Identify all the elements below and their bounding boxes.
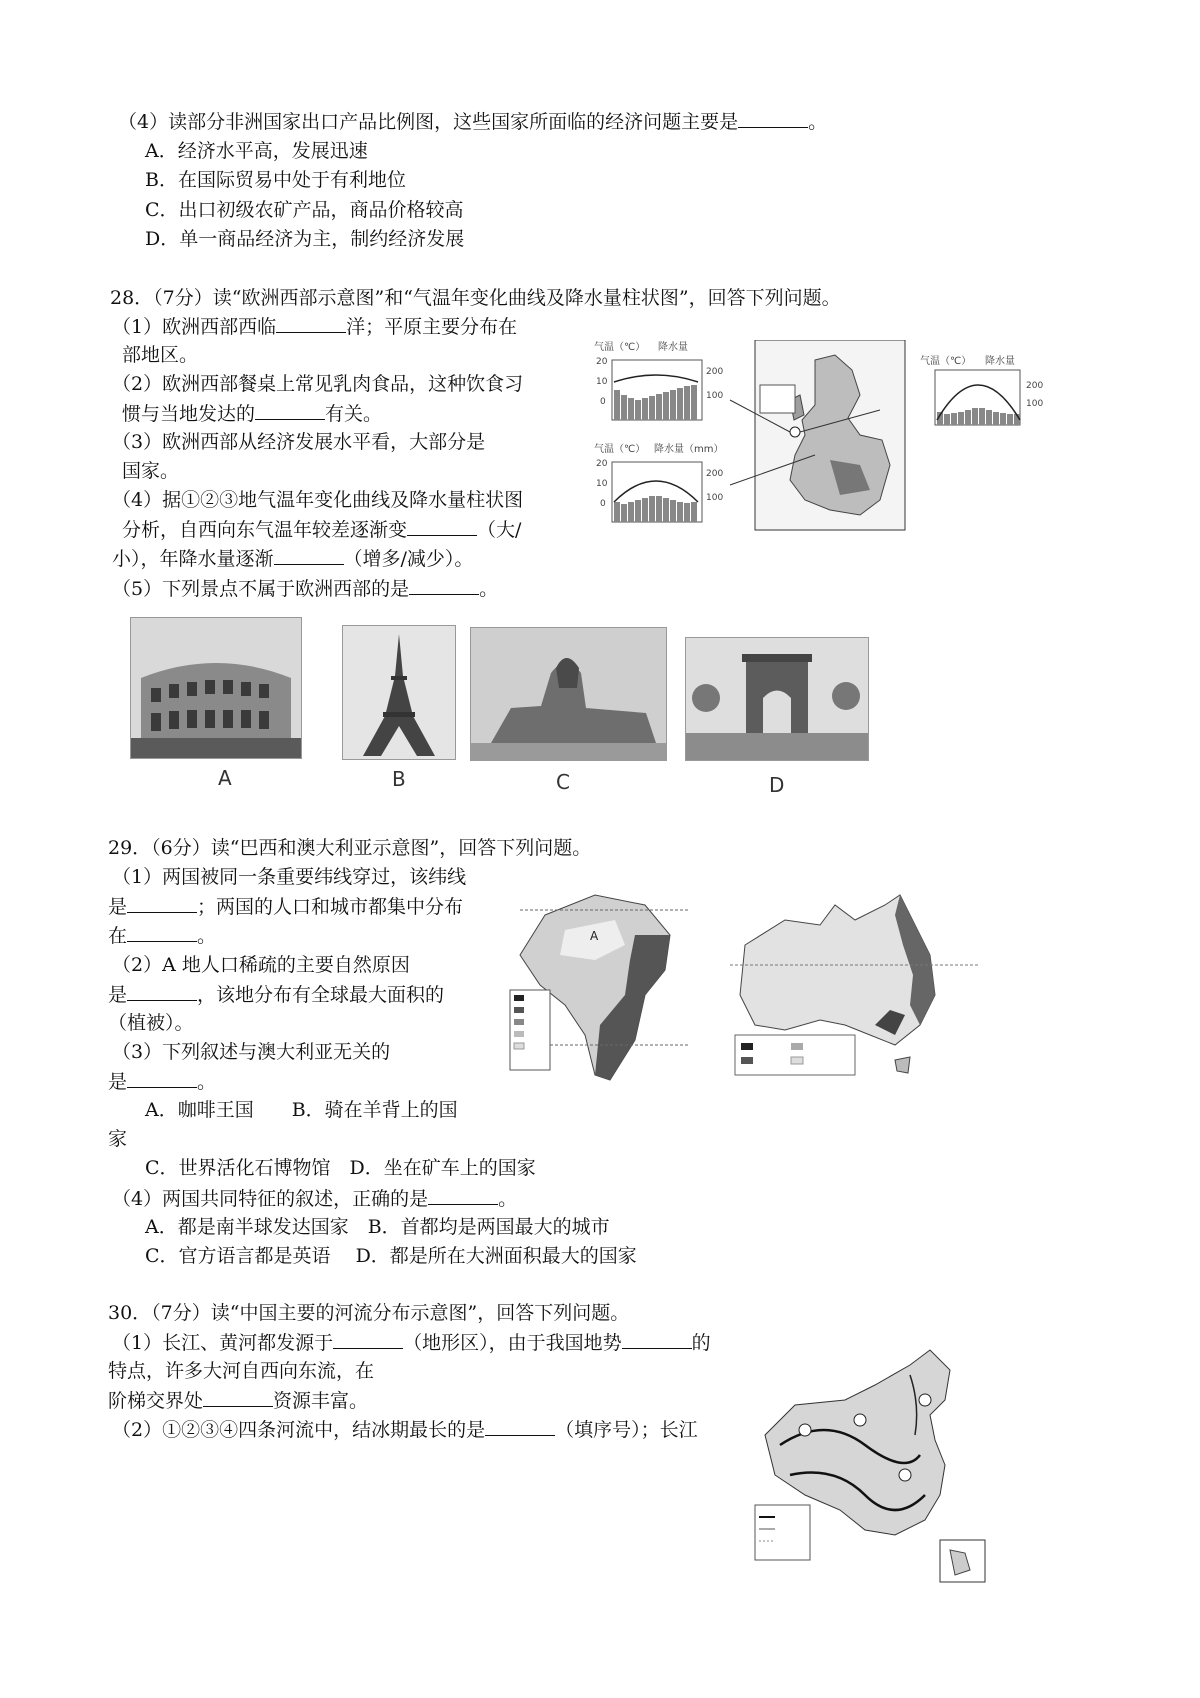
q28-part4-cont2: 小），年降水量逐渐 （增多/减少）。 bbox=[112, 548, 474, 570]
china-river-map bbox=[745, 1345, 990, 1585]
q29-part3-cont: 是 。 bbox=[108, 1071, 217, 1093]
q27-option-a: A．经济水平高，发展迅速 bbox=[145, 140, 368, 162]
q29-part2-cont2: （植被）。 bbox=[108, 1012, 194, 1034]
q28-part3: （3）欧洲西部从经济发展水平看，大部分是 bbox=[112, 431, 486, 453]
q29-part4-options-cd: C．官方语言都是英语 D．都是所在大洲面积最大的国家 bbox=[145, 1245, 637, 1267]
q28-part1-cont: 部地区。 bbox=[122, 344, 199, 366]
answer-blank[interactable] bbox=[409, 576, 479, 595]
q29-part3-options-ab-cont: 家 bbox=[108, 1128, 128, 1150]
photo-label-b: B bbox=[392, 767, 406, 791]
answer-blank[interactable] bbox=[738, 109, 808, 128]
svg-text:200: 200 bbox=[1026, 381, 1044, 391]
svg-text:100: 100 bbox=[1026, 399, 1044, 409]
svg-text:0: 0 bbox=[600, 397, 606, 407]
answer-blank[interactable] bbox=[255, 401, 325, 420]
svg-text:100: 100 bbox=[706, 493, 724, 503]
answer-blank[interactable] bbox=[276, 314, 346, 333]
svg-text:20: 20 bbox=[596, 459, 608, 469]
climate-chart-1 bbox=[594, 340, 723, 420]
q28-part2: （2）欧洲西部餐桌上常见乳肉食品，这种饮食习 bbox=[112, 373, 524, 395]
temp-axis-label: 气温（℃） bbox=[920, 356, 972, 367]
precip-axis-label: 降水量 bbox=[658, 342, 688, 353]
q30-part2: （2）①②③④四条河流中，结冰期最长的是 （填序号）；长江 bbox=[112, 1419, 698, 1441]
q29-part3-options-cd: C．世界活化石博物馆 D．坐在矿车上的国家 bbox=[145, 1157, 536, 1179]
q30-part1-cont2: 阶梯交界处 资源丰富。 bbox=[108, 1390, 369, 1412]
photo-eiffel-tower bbox=[342, 625, 456, 760]
europe-climate-figure bbox=[590, 340, 1065, 570]
brazil-map bbox=[505, 875, 705, 1095]
svg-text:100: 100 bbox=[706, 391, 724, 401]
temp-axis-label: 气温（℃） bbox=[594, 342, 646, 353]
q27-option-c: C．出口初级农矿产品，商品价格较高 bbox=[145, 199, 464, 221]
answer-blank[interactable] bbox=[333, 1330, 403, 1349]
answer-blank[interactable] bbox=[428, 1186, 498, 1205]
q30-part1-cont: 特点，许多大河自西向东流，在 bbox=[108, 1360, 375, 1382]
q29-part3: （3）下列叙述与澳大利亚无关的 bbox=[112, 1041, 391, 1063]
q30-title: 30．（7分）读“中国主要的河流分布示意图”，回答下列问题。 bbox=[108, 1302, 630, 1324]
q28-part3-cont: 国家。 bbox=[122, 460, 180, 482]
q27-part4: （4）读部分非洲国家出口产品比例图，这些国家所面临的经济问题主要是 。 bbox=[118, 111, 828, 133]
q29-part2-cont: 是 ，该地分布有全球最大面积的 bbox=[108, 984, 445, 1006]
svg-text:10: 10 bbox=[596, 377, 608, 387]
svg-text:200: 200 bbox=[706, 469, 724, 479]
photo-label-a: A bbox=[218, 766, 232, 790]
svg-text:0: 0 bbox=[600, 499, 606, 509]
temp-axis-label: 气温（℃） bbox=[594, 444, 646, 455]
q28-part1: （1）欧洲西部西临 洋；平原主要分布在 bbox=[112, 316, 518, 338]
precip-axis-label: 降水量 bbox=[985, 356, 1015, 367]
photo-arc-de-triomphe bbox=[685, 637, 869, 761]
q28-part5: （5）下列景点不属于欧洲西部的是 。 bbox=[112, 578, 499, 600]
answer-blank[interactable] bbox=[203, 1388, 273, 1407]
precip-axis-label: 降水量（mm） bbox=[654, 444, 724, 455]
q30-part1: （1）长江、黄河都发源于 （地形区），由于我国地势 的 bbox=[112, 1332, 711, 1354]
q29-part1-cont2: 在 。 bbox=[108, 925, 217, 947]
q29-part1: （1）两国被同一条重要纬线穿过，该纬线 bbox=[112, 866, 467, 888]
q28-title: 28．（7分）读“欧洲西部示意图”和“气温年变化曲线及降水量柱状图”，回答下列问题。 bbox=[110, 287, 841, 309]
map-label-a: A bbox=[590, 929, 599, 943]
q29-part1-cont: 是 ；两国的人口和城市都集中分布 bbox=[108, 896, 464, 918]
q27-option-d: D．单一商品经济为主，制约经济发展 bbox=[145, 228, 465, 250]
photo-sphinx bbox=[470, 627, 667, 761]
photo-label-d: D bbox=[769, 773, 785, 797]
climate-chart-2 bbox=[594, 442, 723, 522]
answer-blank[interactable] bbox=[127, 923, 197, 942]
q27-option-b: B．在国际贸易中处于有利地位 bbox=[145, 169, 406, 191]
answer-blank[interactable] bbox=[485, 1417, 555, 1436]
q28-part2-cont: 惯与当地发达的 有关。 bbox=[122, 403, 383, 425]
q29-part2: （2）A 地人口稀疏的主要自然原因 bbox=[112, 954, 410, 976]
answer-blank[interactable] bbox=[274, 546, 344, 565]
q28-part4: （4）据①②③地气温年变化曲线及降水量柱状图 bbox=[112, 489, 524, 511]
q29-title: 29．（6分）读“巴西和澳大利亚示意图”，回答下列问题。 bbox=[108, 837, 592, 859]
europe-map bbox=[730, 340, 905, 530]
svg-text:10: 10 bbox=[596, 479, 608, 489]
photo-colosseum bbox=[130, 617, 302, 759]
australia-map bbox=[725, 885, 985, 1085]
answer-blank[interactable] bbox=[407, 517, 477, 536]
answer-blank[interactable] bbox=[127, 894, 197, 913]
svg-text:20: 20 bbox=[596, 357, 608, 367]
answer-blank[interactable] bbox=[622, 1330, 692, 1349]
q29-part4: （4）两国共同特征的叙述，正确的是 。 bbox=[112, 1188, 518, 1210]
answer-blank[interactable] bbox=[127, 1069, 197, 1088]
climate-chart-3 bbox=[920, 354, 1043, 425]
svg-text:200: 200 bbox=[706, 367, 724, 377]
q28-part4-cont: 分析，自西向东气温年较差逐渐变 （大/ bbox=[122, 519, 522, 541]
photo-label-c: C bbox=[556, 770, 570, 794]
q29-part4-options-ab: A．都是南半球发达国家 B．首都均是两国最大的城市 bbox=[145, 1216, 610, 1238]
answer-blank[interactable] bbox=[127, 982, 197, 1001]
q29-part3-options-ab: A．咖啡王国 B．骑在羊背上的国 bbox=[145, 1099, 458, 1121]
